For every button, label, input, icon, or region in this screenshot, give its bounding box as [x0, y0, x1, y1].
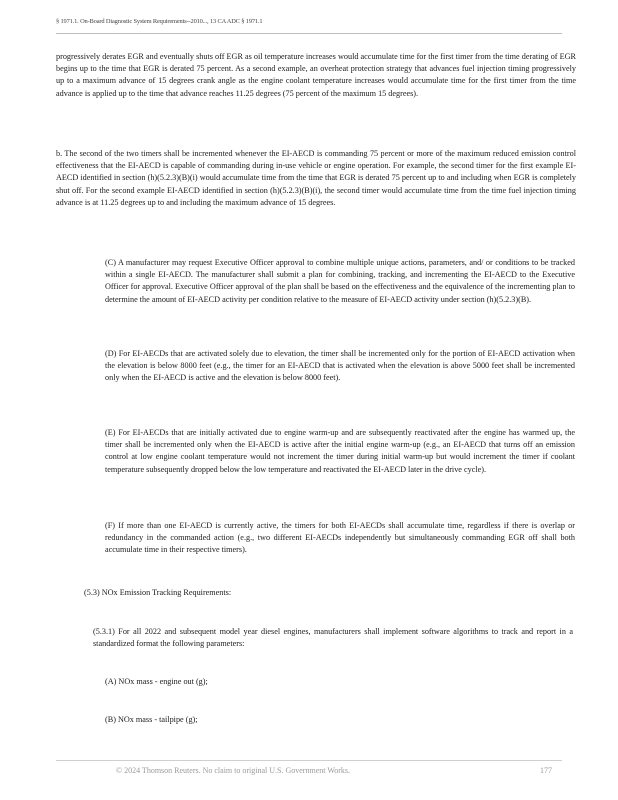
running-header: § 1971.1. On-Board Diagnostic System Requirements--2010..., 13 CA ADC § 1971.1: [56, 18, 263, 25]
footer-copyright: © 2024 Thomson Reuters. No claim to original U.S. Government Works.: [116, 766, 351, 775]
paragraph-f-multiple-aecd: (F) If more than one EI-AECD is currently active, the timers for both EI-AECDs shall accumulate time, regardless if there is overlap or redundancy in the commanded action (e.g., two different EI-AECDs independently but simultaneously commanding EGR off shall both accumulate time in their respective timers).: [105, 521, 575, 555]
paragraph-d-elevation: (D) For EI-AECDs that are activated solely due to elevation, the timer shall be incremented only for the portion of EI-AECD activation when the elevation is below 8000 feet (e.g., the timer for an EI-AECD that is activated when the elevation is above 5000 feet shall be incremented only when the EI-AECD is active and the elevation is below 8000 feet).: [105, 349, 575, 383]
header-divider: [56, 33, 562, 34]
page-number: 177: [540, 766, 552, 775]
section-heading-nox-tracking: (5.3) NOx Emission Tracking Requirements:: [84, 588, 232, 597]
paragraph-c-combine-aecd: (C) A manufacturer may request Executive Officer approval to combine multiple unique actions, parameters, and/ or conditions to be tracked within a single EI-AECD. The manufacturer shall submit a plan for combining, tracking, and incrementing the EI-AECD to the Executive Officer for approval. Executive Officer approval of the plan shall be based on the effectiveness and the equivalence of the incrementing plan to determine the amount of EI-AECD activity per condition relative to the measure of EI-AECD activity under section (h)(5.2.3)(B).: [105, 258, 575, 304]
paragraph-e-warmup: (E) For EI-AECDs that are initially activated due to engine warm-up and are subsequently reactivated after the engine has warmed up, the timer shall be incremented only when the EI-AECD is active after the initial engine warm-up (e.g., an EI-AECD that turns off an emission control at low engine coolant temperature would not increment the timer during initial warm-up but would increment the timer if coolant temperature subsequently dropped below the low temperature and reactivated the EI-AECD later in the drive cycle).: [105, 428, 575, 474]
list-item-nox-engine-out: (A) NOx mass - engine out (g);: [105, 677, 208, 686]
footer-divider: [56, 760, 562, 761]
list-item-nox-tailpipe: (B) NOx mass - tailpipe (g);: [105, 715, 198, 724]
paragraph-5-3-1: (5.3.1) For all 2022 and subsequent model year diesel engines, manufacturers shall implement software algorithms to track and report in a standardized format the following parameters:: [93, 627, 573, 649]
paragraph-overheat-examples: progressively derates EGR and eventually shuts off EGR as oil temperature increases would accumulate time for the first timer from the time derating of EGR begins up to the time that EGR is derated 75 percent. As a second example, an overheat protection strategy that advances fuel injection timing progressively up to a maximum advance of 15 degrees crank angle as the engine coolant temperature increases would accumulate time for the first timer from the time advance is applied up to the time that advance reaches 11.25 degrees (75 percent of the maximum 15 degrees).: [56, 52, 576, 98]
paragraph-second-timer: b. The second of the two timers shall be incremented whenever the EI-AECD is commanding 75 percent or more of the maximum reduced emission control effectiveness that the EI-AECD is capable of commanding during in-use vehicle or engine operation. For example, the second timer for the first example EI-AECD identified in section (h)(5.2.3)(B)(i) would accumulate time from the time that EGR is derated 75 percent up to and including when EGR is completely shut off. For the second example EI-AECD identified in section (h)(5.2.3)(B)(i), the second timer would accumulate time from the time fuel injection timing advance is at 11.25 degrees up to and including the maximum advance of 15 degrees.: [56, 149, 576, 207]
